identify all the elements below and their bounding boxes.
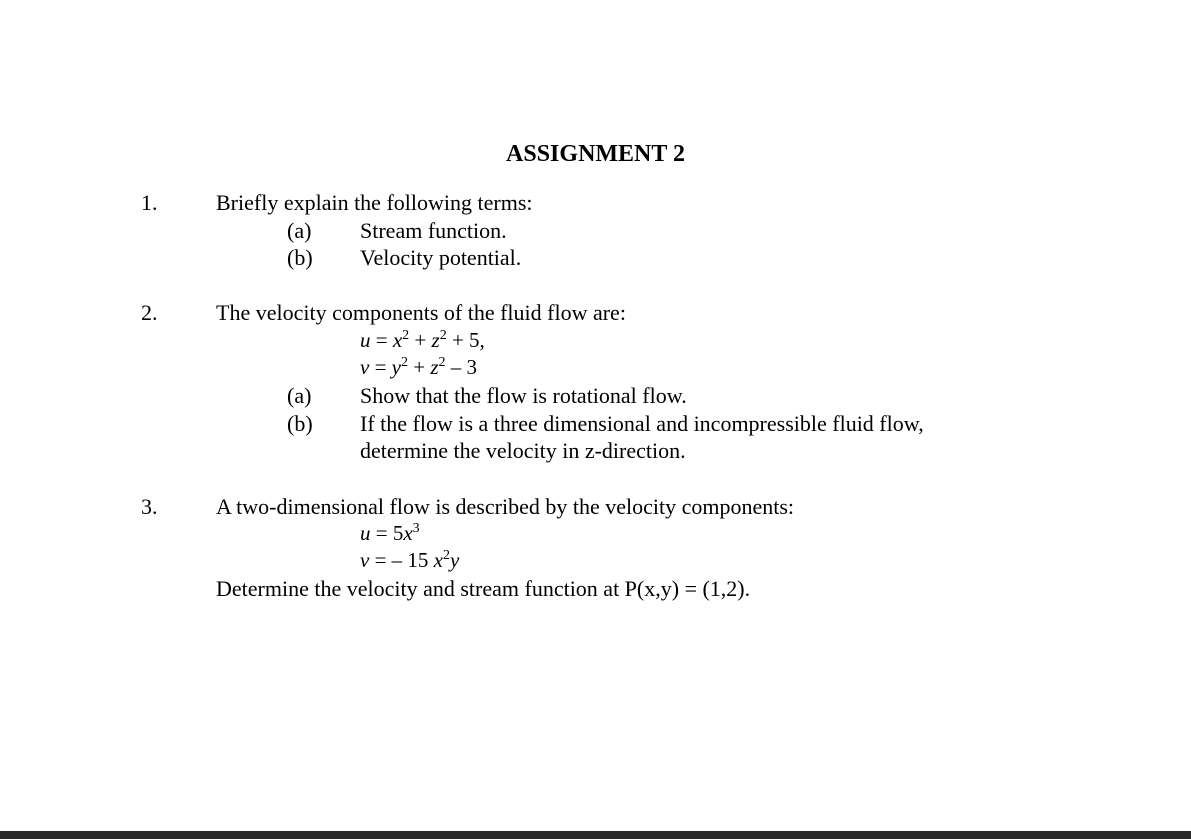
question-3-number: 3. — [141, 494, 158, 519]
equation-variable-v: v — [360, 548, 370, 572]
page-title: ASSIGNMENT 2 — [506, 141, 685, 167]
equation-u-tail: + 5, — [451, 328, 485, 352]
question-2-equation-v: $v = y^2 + z^2 - 3$ — [360, 355, 478, 379]
equation-variable-v: v — [360, 355, 370, 379]
equation-u-coefficient: 5 — [392, 521, 404, 545]
question-1-part-b-label: (b) — [287, 245, 313, 270]
question-3-equation-v: v = – 15 $x^2y$ — [360, 548, 460, 572]
question-1-part-a-text: Stream function. — [360, 218, 507, 243]
question-2-number: 2. — [141, 300, 158, 325]
question-3-closing: Determine the velocity and stream function at P(x,y) = (1,2). — [216, 576, 751, 601]
equation-v-coefficient: – 15 — [391, 548, 429, 572]
question-2-part-a-text: Show that the flow is rotational flow. — [360, 383, 687, 408]
bottom-border-bar — [0, 831, 1191, 839]
question-2-part-a-label: (a) — [287, 383, 312, 408]
question-1-part-a-label: (a) — [287, 218, 312, 243]
question-1-part-b-text: Velocity potential. — [360, 245, 522, 270]
question-3-stem: A two-dimensional flow is described by the velocity components: — [216, 494, 795, 519]
question-2-part-b-line-2: determine the velocity in z-direction. — [360, 438, 686, 463]
question-2-equation-u: $u = x^2 + z^2 + 5$, — [360, 328, 485, 352]
equation-v-tail: – 3 — [450, 355, 478, 379]
question-3-equation-u: $u = 5x^3$ — [360, 521, 420, 545]
question-2-part-b-line-1: If the flow is a three dimensional and incompressible fluid flow, — [360, 411, 924, 436]
equation-variable-u: u — [360, 328, 371, 352]
question-1-number: 1. — [141, 190, 158, 215]
equation-variable-u: u — [360, 521, 371, 545]
question-1-stem: Briefly explain the following terms: — [216, 190, 533, 215]
question-2-part-b-label: (b) — [287, 411, 313, 436]
question-2-stem: The velocity components of the fluid flow are: — [216, 300, 626, 325]
